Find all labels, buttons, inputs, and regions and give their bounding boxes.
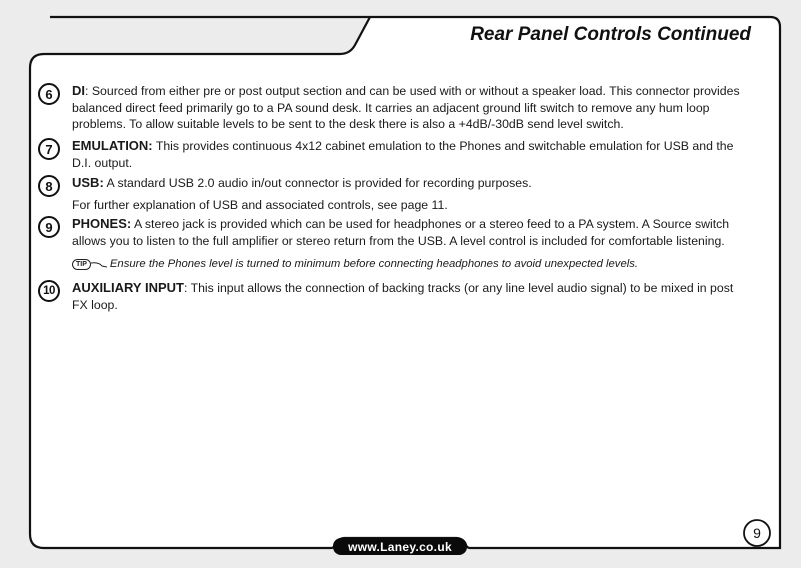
- item-label: PHONES:: [72, 216, 132, 231]
- tip-icon-label: TIP: [72, 259, 91, 270]
- page-title: Rear Panel Controls Continued: [470, 24, 751, 45]
- item-number-badge: 7: [38, 138, 60, 160]
- tip-note: [72, 258, 638, 270]
- item-label: AUXILIARY INPUT: [72, 280, 184, 295]
- item-description: [72, 138, 750, 171]
- item-description: [72, 280, 750, 313]
- item-number-badge: 10: [38, 280, 60, 302]
- item-description: [72, 83, 750, 133]
- item-description: [72, 216, 750, 249]
- item-number-badge: 6: [38, 83, 60, 105]
- item-emulation: [38, 138, 750, 171]
- item-text: A stereo jack is provided which can be used for headphones or a stereo feed to a PA system. A Source switch allows you to listen to the full amplifier or stereo return from the USB. A level control is included for comfortable listening.: [72, 217, 730, 248]
- item-number-badge: 9: [38, 216, 60, 238]
- item-usb: [38, 175, 750, 213]
- item-text: This provides continuous 4x12 cabinet emulation to the Phones and switchable emulation for USB and the D.I. output.: [72, 139, 734, 170]
- item-label: DI: [72, 83, 85, 98]
- item-text: : This input allows the connection of backing tracks (or any line level audio signal) to be mixed in post FX loop.: [72, 281, 734, 312]
- item-number-badge: 8: [38, 175, 60, 197]
- tip-text: Ensure the Phones level is turned to minimum before connecting headphones to avoid unexpected levels.: [109, 258, 639, 270]
- footer-website: www.Laney.co.uk: [348, 539, 452, 554]
- item-description: [72, 175, 750, 192]
- item-di: [38, 83, 750, 133]
- item-subtext: For further explanation of USB and associated controls, see page 11.: [72, 197, 448, 212]
- item-text: : Sourced from either pre or post output section and can be used with or without a speaker load. This connector provides balanced direct feed primarily go to a PA sound desk. It carries an adjacent ground lift switch to remove any hum loop problems. To allow suitable levels to be sent to the desk there is also a +4dB/-30dB send level switch.: [72, 84, 740, 131]
- item-text: A standard USB 2.0 audio in/out connector is provided for recording purposes.: [103, 176, 532, 190]
- item-label: USB:: [72, 175, 104, 190]
- page-number: 9: [753, 525, 761, 541]
- item-phones: [38, 216, 750, 249]
- tip-pointer-icon: [91, 260, 107, 268]
- tip-icon: [72, 259, 107, 270]
- item-label: EMULATION:: [72, 138, 153, 153]
- item-auxiliary-input: [38, 280, 750, 313]
